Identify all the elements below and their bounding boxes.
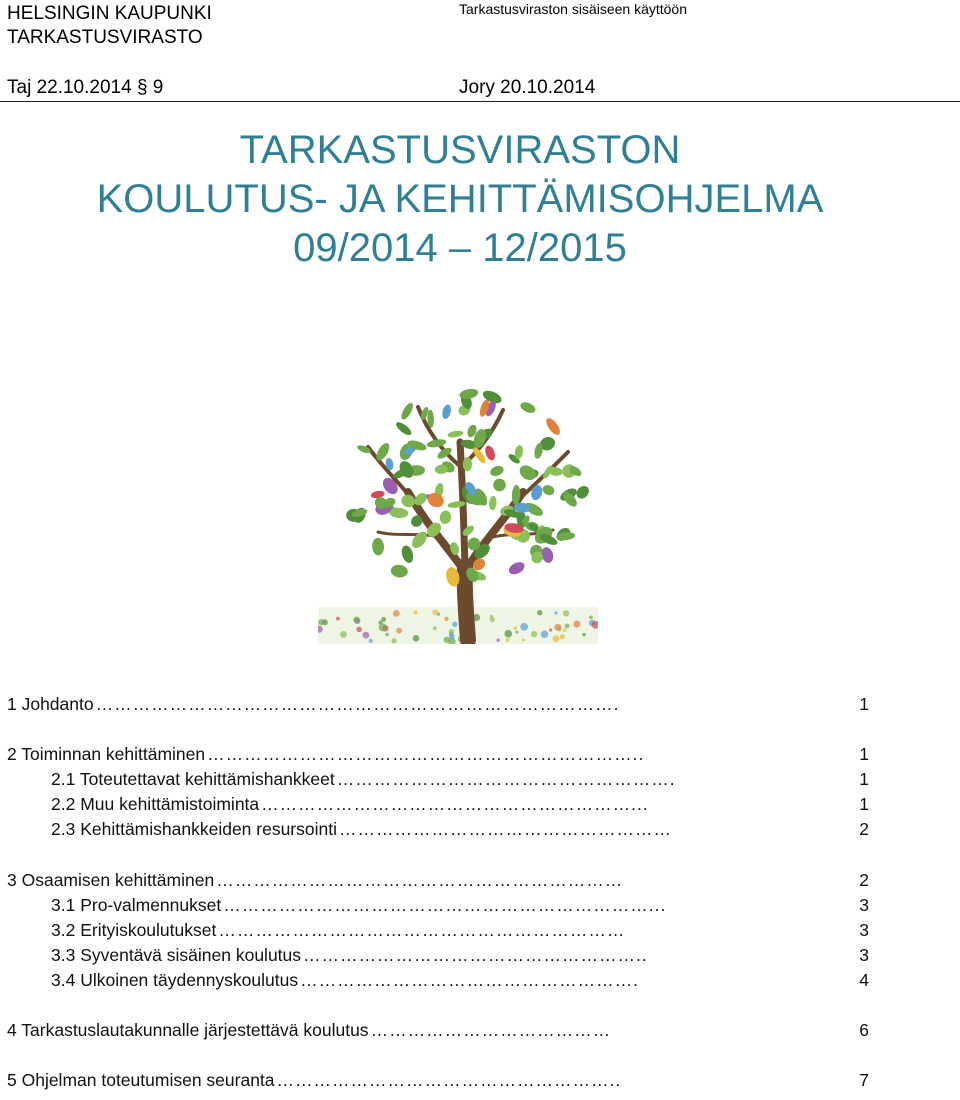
toc-entry[interactable]	[7, 1070, 869, 1091]
toc-entry-page: 4	[859, 970, 869, 990]
leaf	[399, 401, 415, 421]
toc-entry[interactable]	[51, 945, 869, 966]
meadow-flower	[449, 629, 455, 635]
toc-entry-leader: …………………………………………………………	[216, 870, 624, 890]
toc-entry[interactable]	[51, 970, 869, 991]
meadow-flower	[589, 616, 593, 620]
meadow-flower	[381, 617, 386, 622]
toc-entry-title: 3.2 Erityiskoulutukset	[51, 920, 217, 940]
meadow-flower	[413, 635, 420, 642]
meadow-flower	[433, 626, 437, 630]
toc-entry-leader: …………………………………	[370, 1020, 612, 1040]
toc-entry-title: 4 Tarkastuslautakunnalle järjestettävä koulutus	[7, 1020, 369, 1040]
toc-entry-page: 1	[859, 794, 869, 814]
toc-entry-leader: ……………………………………………….	[300, 970, 639, 990]
meadow-flower	[553, 635, 560, 642]
toc-entry-page: 2	[859, 819, 869, 839]
toc-entry-leader: ……………………………………………………………..	[207, 744, 645, 764]
leaf	[483, 444, 496, 461]
toc-entry-title: 2.1 Toteutettavat kehittämishankkeet	[51, 769, 335, 789]
meadow-flower	[565, 624, 570, 629]
toc-entry-page: 3	[859, 920, 869, 940]
meadow-flower	[560, 634, 565, 639]
title-line-2: KOULUTUS- JA KEHITTÄMISOHJELMA	[96, 177, 824, 221]
toc-entry-title: 3 Osaamisen kehittäminen	[7, 870, 215, 890]
leaf	[489, 464, 505, 477]
meadow-flower	[506, 638, 510, 642]
meadow-flower	[497, 639, 500, 642]
meadow-flower	[554, 624, 561, 631]
internal-use-note: Tarkastusviraston sisäiseen käyttöön	[459, 1, 687, 17]
meadow-flower	[444, 617, 448, 621]
meadow-flower	[549, 628, 552, 631]
meadow-flower	[363, 632, 370, 639]
leaf	[519, 400, 537, 415]
meadow-flower	[393, 610, 400, 617]
meadow-flower	[340, 631, 347, 638]
meadow-flower	[369, 639, 373, 643]
toc-entry-leader: ………………………………………………………………………….	[95, 694, 620, 714]
toc-entry-page: 1	[859, 744, 869, 764]
toc-entry-page: 7	[859, 1070, 869, 1090]
management-group-date: Jory 20.10.2014	[459, 77, 596, 98]
toc-entry-leader: ………………………………………………..	[303, 945, 648, 965]
meadow-flower	[490, 615, 493, 618]
meadow-flowers	[318, 607, 598, 644]
meadow-flower	[449, 634, 455, 640]
leaf	[372, 537, 385, 555]
tree-leaves	[346, 387, 591, 588]
meadow-flower	[336, 617, 340, 621]
toc-entry[interactable]	[7, 1020, 869, 1041]
leaf	[492, 477, 507, 492]
meadow-flower	[520, 623, 528, 631]
toc-entry-title: 2.2 Muu kehittämistoiminta	[51, 794, 260, 814]
toc-entry-page: 6	[859, 1020, 869, 1040]
meadow-flower	[353, 617, 359, 623]
toc-entry-page: 3	[859, 945, 869, 965]
leaf	[441, 404, 453, 420]
toc-entry-title: 3.1 Pro-valmennukset	[51, 895, 222, 915]
meadow-flower	[490, 617, 495, 622]
meadow-flower	[385, 633, 389, 637]
meadow-flower	[356, 627, 362, 633]
toc-entry-title: 2 Toiminnan kehittäminen	[7, 744, 206, 764]
meadow-flower	[505, 630, 513, 638]
leaf	[394, 420, 413, 437]
toc-entry-page: 2	[859, 870, 869, 890]
meadow-flower	[392, 638, 397, 643]
meadow-flower	[582, 633, 585, 636]
reference-line	[0, 77, 960, 102]
meadow-flower	[537, 610, 542, 615]
leaf	[544, 416, 563, 437]
document-title	[0, 126, 920, 273]
meadow-flower	[522, 638, 525, 641]
org-line-office: TARKASTUSVIRASTO	[7, 27, 203, 48]
meadow-flower	[514, 626, 517, 629]
meadow-flower	[531, 631, 537, 637]
toc-entry-page: 1	[859, 769, 869, 789]
meadow-flower	[452, 622, 457, 627]
toc-entry-title: 1 Johdanto	[7, 694, 94, 714]
toc-entry-leader: ………………………………………………	[339, 819, 672, 839]
toc-entry-title: 3.4 Ulkoinen täydennyskoulutus	[51, 970, 299, 990]
leaf	[356, 444, 372, 455]
toc-entry[interactable]	[51, 920, 869, 941]
toc-entry[interactable]	[51, 794, 869, 815]
toc-entry[interactable]	[51, 895, 869, 916]
toc-entry[interactable]	[51, 819, 869, 840]
meadow-flower	[563, 610, 569, 616]
org-line-city: HELSINGIN KAUPUNKI	[7, 3, 212, 24]
toc-entry-page: 1	[859, 694, 869, 714]
meadow-flower	[515, 631, 518, 634]
meadow-flower	[573, 621, 580, 628]
meadow-flower	[554, 611, 557, 614]
toc-entry-leader: ……………………………………………………...	[261, 794, 649, 814]
meadow-flower	[541, 630, 549, 638]
decision-reference: Taj 22.10.2014 § 9	[7, 77, 164, 98]
toc-entry[interactable]	[7, 870, 869, 891]
leaf	[409, 529, 430, 551]
leaf	[507, 560, 527, 577]
toc-entry-leader: ………………………………………………..	[276, 1070, 622, 1090]
toc-entry-title: 3.3 Syventävä sisäinen koulutus	[51, 945, 302, 965]
meadow-flower	[318, 619, 324, 625]
tree-illustration	[318, 372, 598, 644]
meadow-flower	[379, 623, 387, 631]
leaf	[390, 564, 408, 579]
toc-entry-title: 2.3 Kehittämishankkeiden resursointi	[51, 819, 337, 839]
leaf	[517, 462, 539, 483]
toc-entry-leader: …………………………………………………………	[218, 920, 626, 940]
leaf	[447, 430, 464, 439]
title-period: 09/2014 – 12/2015	[293, 226, 627, 270]
meadow-flower	[413, 610, 417, 614]
toc-entry-leader: ……………………………………………….	[336, 769, 676, 789]
leaf	[463, 457, 472, 471]
toc-entry[interactable]	[7, 694, 869, 715]
toc-entry[interactable]	[7, 744, 869, 765]
toc-entry[interactable]	[51, 769, 869, 790]
toc-entry-title: 5 Ohjelman toteutumisen seuranta	[7, 1070, 275, 1090]
title-line-1: TARKASTUSVIRASTON	[239, 128, 681, 172]
organization-name	[7, 2, 212, 50]
leaf	[488, 496, 497, 511]
leaf	[400, 544, 415, 564]
leaf	[425, 490, 446, 510]
meadow-flower	[444, 637, 450, 643]
toc-entry-leader: ……………………………………………………………...	[223, 895, 667, 915]
leaf	[438, 509, 452, 525]
toc-entry-page: 3	[859, 895, 869, 915]
meadow-flower	[396, 628, 402, 634]
leaf	[541, 483, 556, 496]
meadow-flower	[432, 609, 438, 615]
meadow-flower	[563, 628, 567, 632]
